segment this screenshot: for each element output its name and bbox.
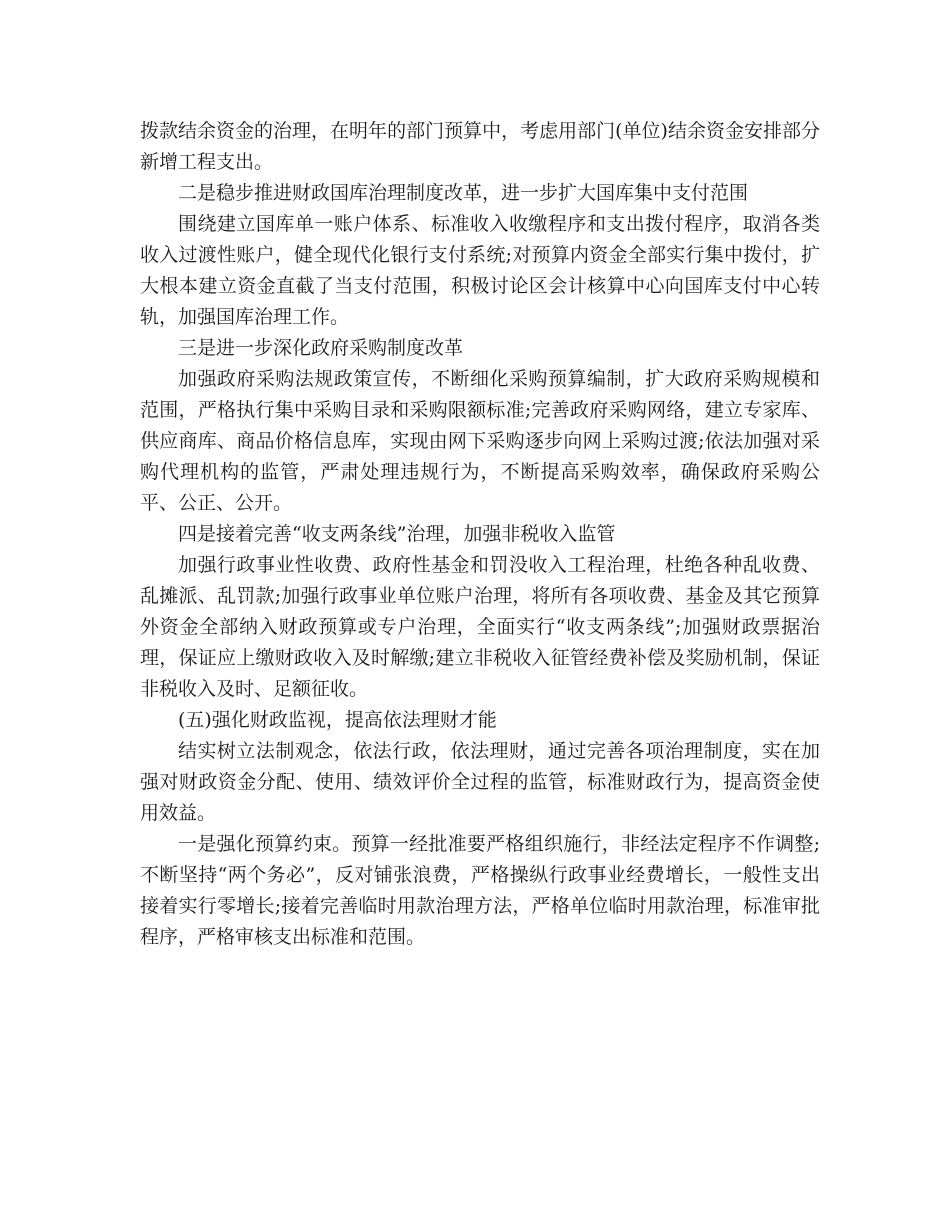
- heading-non-tax-revenue: 四是接着完善“收支两条线”治理，加强非税收入监管: [178, 523, 616, 545]
- paragraph-procurement-reform: 加强政府采购法规政策宣传，不断细化采购预算编制，扩大政府采购规模和范围，严格执行集中采购目录和采购限额标准;完善政府采购网络，建立专家库、供应商库、商品价格信息库，实现由网下采购逐步向网上采购过渡;依法加强对采购代理机构的监管，严肃处理违规行为，不断提高采购效率，确保政府采购公平、公正、公开。: [140, 368, 820, 514]
- heading-treasury-reform: 二是稳步推进财政国库治理制度改革，进一步扩大国库集中支付范围: [178, 182, 749, 204]
- document-body: [140, 116, 820, 953]
- heading-procurement-reform: 三是进一步深化政府采购制度改革: [178, 337, 464, 359]
- paragraph-budget-constraint: 一是强化预算约束。预算一经批准要严格组织施行，非经法定程序不作调整;不断坚持“两个务必”，反对铺张浪费，严格操纵行政事业经费增长，一般性支出接着实行零增长;接着完善临时用款治理方法，严格单位临时用款治理，标准审批程序，严格审核支出标准和范围。: [140, 833, 820, 948]
- paragraph-treasury-reform: 围绕建立国库单一账户体系、标准收入收缴程序和支出拨付程序，取消各类收入过渡性账户，健全现代化银行支付系统;对预算内资金全部实行集中拨付，扩大根本建立资金直截了当支付范围，积极讨论区会计核算中心向国库支付中心转轨，加强国库治理工作。: [140, 213, 820, 328]
- heading-financial-supervision: (五)强化财政监视，提高依法理财才能: [178, 709, 497, 731]
- paragraph-continuation: 拨款结余资金的治理，在明年的部门预算中，考虑用部门(单位)结余资金安排部分新增工程支出。: [140, 120, 820, 173]
- paragraph-non-tax-revenue: 加强行政事业性收费、政府性基金和罚没收入工程治理，杜绝各种乱收费、乱摊派、乱罚款;加强行政事业单位账户治理，将所有各项收费、基金及其它预算外资金全部纳入财政预算或专户治理，全面实行“收支两条线”;加强财政票据治理，保证应上缴财政收入及时解缴;建立非税收入征管经费补偿及奖励机制，保证非税收入及时、足额征收。: [140, 554, 820, 700]
- paragraph-financial-supervision: 结实树立法制观念，依法行政，依法理财，通过完善各项治理制度，实在加强对财政资金分配、使用、绩效评价全过程的监管，标准财政行为，提高资金使用效益。: [140, 740, 820, 824]
